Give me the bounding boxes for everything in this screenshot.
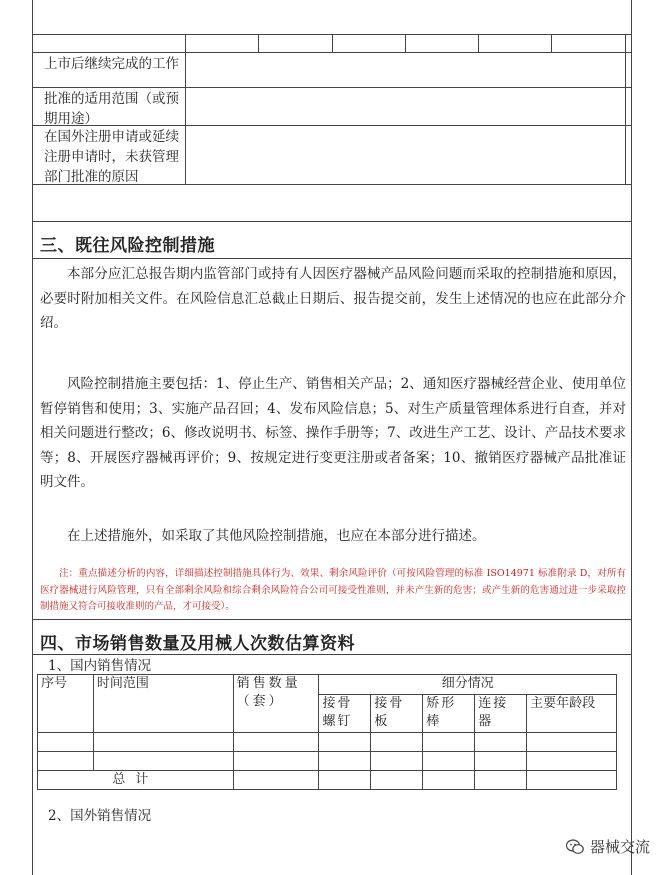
subheader-plate: 接骨板 (371, 695, 423, 733)
table-row (38, 771, 617, 790)
rule (32, 52, 632, 53)
row-label: 上市后继续完成的工作 (44, 56, 179, 72)
section-divider (32, 221, 632, 222)
subsection-label: 2、国外销售情况 (48, 808, 152, 824)
rule (32, 87, 632, 88)
rule (185, 34, 186, 184)
watermark-text: 器械交流 (589, 838, 650, 856)
section-title: 三、既往风险控制措施 (40, 236, 215, 256)
header-qty: 销售数量（套） (233, 675, 319, 733)
table-row (38, 733, 617, 752)
rule (478, 34, 479, 52)
rule (332, 34, 333, 52)
rule (625, 34, 626, 184)
row-label: 在国外注册申请或延续注册申请时，未获管理部门批准的原因 (44, 129, 179, 185)
wechat-icon (566, 839, 584, 855)
row-label: 批准的适用范围（或预期用途） (44, 91, 179, 127)
table-row (38, 752, 617, 771)
subheader-age: 主要年龄段 (527, 695, 617, 733)
watermark (566, 836, 650, 857)
subheader-screw: 接骨螺钉 (319, 695, 371, 733)
rule (258, 34, 259, 52)
rule (405, 34, 406, 52)
total-label: 总计 (38, 771, 234, 790)
paragraph: 本部分应汇总报告期内监管部门或持有人因医疗器械产品风险问题而采取的控制措施和原因，必要时附加相关文件。在风险信息汇总截止日期后、报告提交前，发生上述情况的也应在此部分介绍。 (40, 266, 626, 331)
subheader-rod: 矫形棒 (423, 695, 475, 733)
sales-table (37, 674, 617, 790)
header-time: 时间范围 (93, 675, 233, 733)
rule (551, 34, 552, 52)
subheader-connector: 连接器 (475, 695, 527, 733)
paragraph: 风险控制措施主要包括：1、停止生产、销售相关产品；2、通知医疗器械经营企业、使用单位暂停销售和使用；3、实施产品召回；4、发布风险信息；5、对生产质量管理体系进行自查，并对相关问题进行整改；6、修改说明书、标签、操作手册等；7、改进生产工艺、设计、产品技术要求等；8、开展医疗器械再评价；9、按规定进行变更注册或者备案；10、撤销医疗器械产品批准证明文件。 (40, 376, 626, 490)
section-divider (32, 258, 632, 259)
section-divider (32, 619, 632, 620)
section-divider (32, 654, 632, 655)
subsection-label: 1、国内销售情况 (48, 658, 152, 674)
header-no: 序号 (38, 675, 94, 733)
paragraph: 在上述措施外，如采取了其他风险控制措施，也应在本部分进行描述。 (67, 528, 486, 544)
red-note: 注：重点描述分析的内容，详细描述控制措施具体行为、效果、剩余风险评价（可按风险管理的标准 ISO14971 标准附录 D，对所有医疗器械进行风险管理，只有全部剩余风险和综合剩余风险符合公司可接受性准则，并未产生新的危害；或产生新的危害通过进一步采取控制措施又符合可接收准则的产品，才可接受）。 (40, 568, 626, 612)
section-title: 四、市场销售数量及用械人次数估算资料 (40, 634, 355, 654)
header-detail: 细分情况 (319, 675, 617, 695)
